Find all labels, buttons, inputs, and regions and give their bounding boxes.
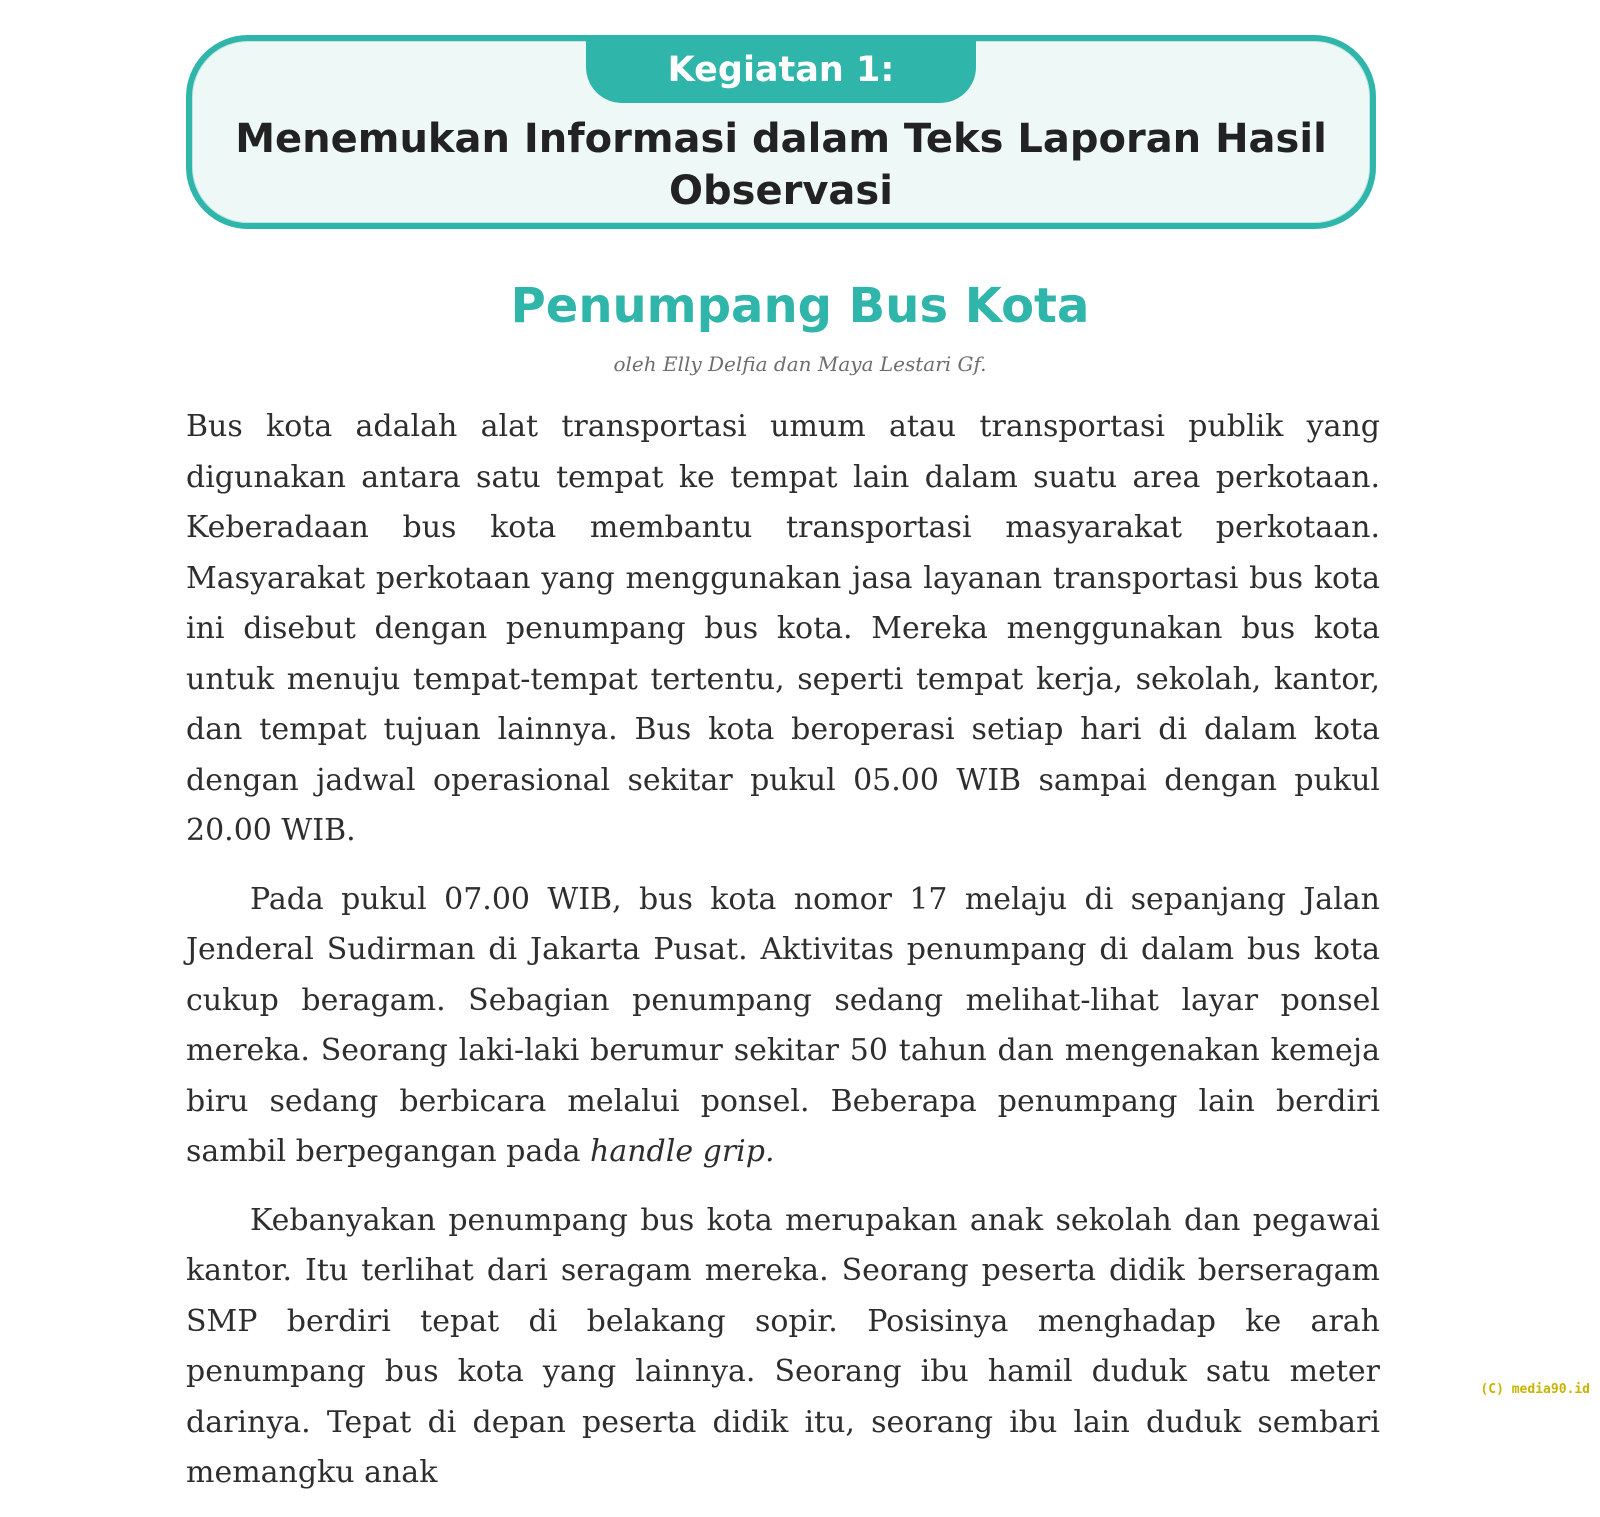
article-byline: oleh Elly Delfia dan Maya Lestari Gf.: [613, 352, 987, 376]
article-body: [186, 402, 1380, 1517]
paragraph-1: Bus kota adalah alat transportasi umum atau transportasi publik yang digunakan antara satu tempat ke tempat lain dalam suatu area perkotaan. Keberadaan bus kota membantu transportasi masyarakat perkotaan. Masyarakat perkotaan yang menggunakan jasa layanan transportasi bus kota ini disebut dengan penumpang bus kota. Mereka menggunakan bus kota untuk menuju tempat-tempat tertentu, seperti tempat kerja, sekolah, kantor, dan tempat tujuan lainnya. Bus kota beroperasi setiap hari di dalam kota dengan jadwal operasional sekitar pukul 05.00 WIB sampai dengan pukul 20.00 WIB.: [186, 409, 1380, 848]
paragraph-2-text: Pada pukul 07.00 WIB, bus kota nomor 17 melaju di sepanjang Jalan Jenderal Sudirman di Jakarta Pusat. Aktivitas penumpang di dalam bus kota cukup beragam. Sebagian penumpang sedang melihat-lihat layar ponsel mereka. Seorang laki-laki berumur sekitar 50 tahun dan mengenakan kemeja biru sedang berbicara melalui ponsel. Beberapa penumpang lain berdiri sambil berpegangan pada: [186, 881, 1380, 1169]
article-title: Penumpang Bus Kota: [510, 278, 1090, 334]
activity-label: Kegiatan 1:: [586, 37, 976, 103]
paragraph-2-emphasis: handle grip.: [590, 1134, 775, 1169]
paragraph-3: Kebanyakan penumpang bus kota merupakan anak sekolah dan pegawai kantor. Itu terlihat dari seragam mereka. Seorang peserta didik berseragam SMP berdiri tepat di belakang sopir. Posisinya menghadap ke arah penumpang bus kota yang lainnya. Seorang ibu hamil duduk satu meter darinya. Tepat di depan peserta didik itu, seorang ibu lain duduk sembari memangku anak: [186, 1202, 1380, 1490]
watermark: (C) media90.id: [1480, 1382, 1590, 1397]
activity-title: Menemukan Informasi dalam Teks Laporan Hasil Observasi: [235, 116, 1327, 214]
activity-header-box: [186, 35, 1376, 229]
paragraph-2: [186, 875, 1380, 1178]
